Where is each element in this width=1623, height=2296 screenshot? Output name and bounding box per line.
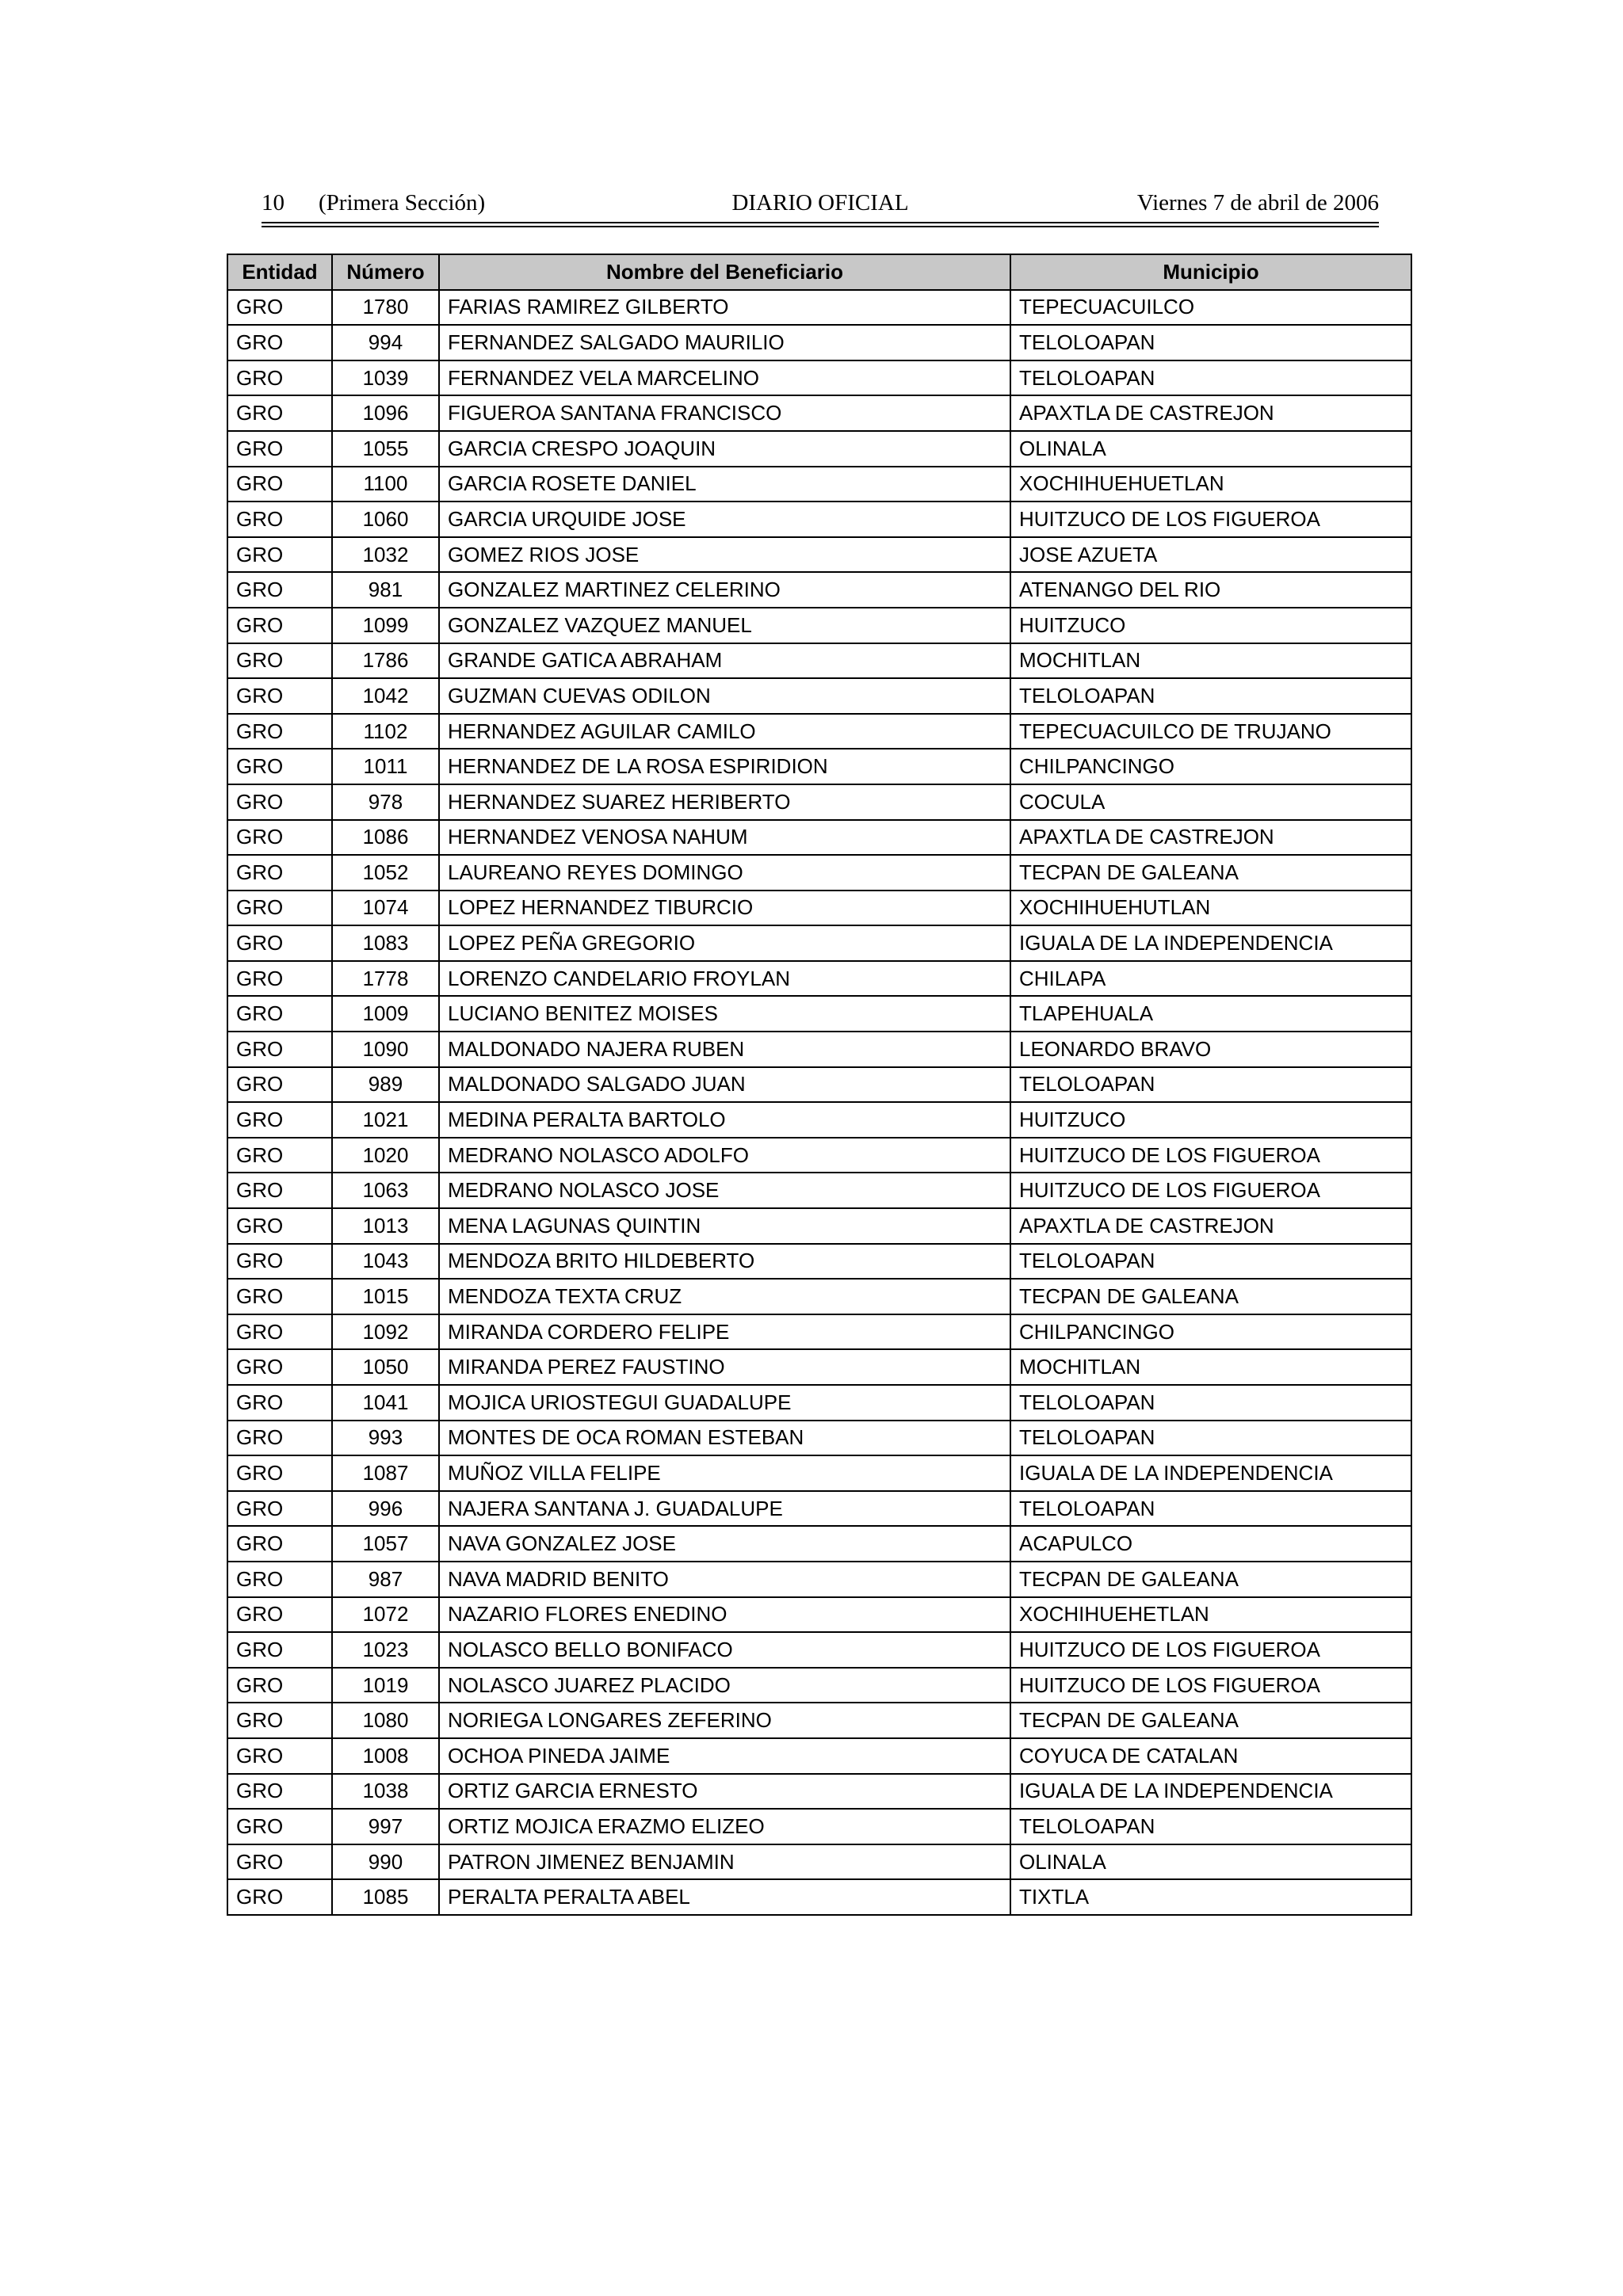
cell-nombre: GONZALEZ VAZQUEZ MANUEL <box>439 608 1010 643</box>
cell-entidad: GRO <box>227 1597 332 1633</box>
header-rule-bottom <box>262 226 1379 227</box>
table-body <box>227 290 1411 1915</box>
table-row <box>227 431 1411 467</box>
cell-entidad: GRO <box>227 961 332 997</box>
cell-numero: 1055 <box>332 431 439 467</box>
cell-numero: 993 <box>332 1421 439 1456</box>
cell-numero: 1020 <box>332 1138 439 1173</box>
cell-municipio: COCULA <box>1010 784 1411 820</box>
cell-nombre: NOLASCO BELLO BONIFACO <box>439 1632 1010 1668</box>
cell-entidad: GRO <box>227 325 332 360</box>
cell-entidad: GRO <box>227 1421 332 1456</box>
cell-numero: 1072 <box>332 1597 439 1633</box>
cell-numero: 996 <box>332 1491 439 1527</box>
cell-municipio: XOCHIHUEHUETLAN <box>1010 467 1411 502</box>
table-row <box>227 925 1411 961</box>
cell-municipio: CHILPANCINGO <box>1010 749 1411 784</box>
cell-municipio: TECPAN DE GALEANA <box>1010 855 1411 891</box>
cell-municipio: TELOLOAPAN <box>1010 1385 1411 1421</box>
cell-numero: 1780 <box>332 290 439 326</box>
cell-nombre: MOJICA URIOSTEGUI GUADALUPE <box>439 1385 1010 1421</box>
cell-entidad: GRO <box>227 608 332 643</box>
cell-nombre: NAJERA SANTANA J. GUADALUPE <box>439 1491 1010 1527</box>
cell-municipio: HUITZUCO DE LOS FIGUEROA <box>1010 1668 1411 1703</box>
cell-entidad: GRO <box>227 1032 332 1067</box>
cell-municipio: APAXTLA DE CASTREJON <box>1010 820 1411 856</box>
cell-entidad: GRO <box>227 820 332 856</box>
cell-entidad: GRO <box>227 290 332 326</box>
table-row <box>227 1279 1411 1314</box>
table-row <box>227 961 1411 997</box>
cell-numero: 1011 <box>332 749 439 784</box>
cell-numero: 1099 <box>332 608 439 643</box>
cell-municipio: IGUALA DE LA INDEPENDENCIA <box>1010 925 1411 961</box>
cell-entidad: GRO <box>227 1279 332 1314</box>
cell-entidad: GRO <box>227 996 332 1032</box>
cell-municipio: TEPECUACUILCO <box>1010 290 1411 326</box>
cell-municipio: HUITZUCO DE LOS FIGUEROA <box>1010 502 1411 537</box>
column-header-municipio: Municipio <box>1010 254 1411 290</box>
cell-nombre: FARIAS RAMIREZ GILBERTO <box>439 290 1010 326</box>
table-row <box>227 820 1411 856</box>
cell-entidad: GRO <box>227 891 332 926</box>
cell-municipio: HUITZUCO <box>1010 1102 1411 1138</box>
publication-date: Viernes 7 de abril de 2006 <box>1136 190 1379 215</box>
table-row <box>227 1491 1411 1527</box>
cell-nombre: PATRON JIMENEZ BENJAMIN <box>439 1844 1010 1880</box>
cell-municipio: TELOLOAPAN <box>1010 325 1411 360</box>
cell-municipio: ACAPULCO <box>1010 1526 1411 1562</box>
cell-municipio: TECPAN DE GALEANA <box>1010 1279 1411 1314</box>
table-row <box>227 1879 1411 1915</box>
cell-municipio: JOSE AZUETA <box>1010 537 1411 573</box>
cell-entidad: GRO <box>227 1774 332 1810</box>
cell-nombre: ORTIZ MOJICA ERAZMO ELIZEO <box>439 1809 1010 1844</box>
cell-municipio: TELOLOAPAN <box>1010 1491 1411 1527</box>
cell-municipio: IGUALA DE LA INDEPENDENCIA <box>1010 1455 1411 1491</box>
cell-municipio: OLINALA <box>1010 431 1411 467</box>
table-row <box>227 1102 1411 1138</box>
cell-municipio: TEPECUACUILCO DE TRUJANO <box>1010 714 1411 749</box>
table-row <box>227 360 1411 396</box>
table-row <box>227 1844 1411 1880</box>
table-row <box>227 608 1411 643</box>
cell-numero: 1008 <box>332 1738 439 1774</box>
cell-municipio: CHILPANCINGO <box>1010 1314 1411 1350</box>
cell-nombre: LOPEZ PEÑA GREGORIO <box>439 925 1010 961</box>
cell-nombre: MIRANDA PEREZ FAUSTINO <box>439 1349 1010 1385</box>
cell-numero: 1060 <box>332 502 439 537</box>
cell-entidad: GRO <box>227 1349 332 1385</box>
cell-numero: 1080 <box>332 1703 439 1738</box>
table-row <box>227 1597 1411 1633</box>
cell-nombre: MEDINA PERALTA BARTOLO <box>439 1102 1010 1138</box>
cell-numero: 1019 <box>332 1668 439 1703</box>
cell-municipio: CHILAPA <box>1010 961 1411 997</box>
table-row <box>227 1244 1411 1280</box>
cell-entidad: GRO <box>227 1455 332 1491</box>
cell-entidad: GRO <box>227 572 332 608</box>
cell-nombre: MEDRANO NOLASCO ADOLFO <box>439 1138 1010 1173</box>
cell-entidad: GRO <box>227 1526 332 1562</box>
cell-numero: 1092 <box>332 1314 439 1350</box>
cell-numero: 1087 <box>332 1455 439 1491</box>
cell-numero: 1052 <box>332 855 439 891</box>
cell-entidad: GRO <box>227 431 332 467</box>
column-header-nombre: Nombre del Beneficiario <box>439 254 1010 290</box>
cell-nombre: FERNANDEZ SALGADO MAURILIO <box>439 325 1010 360</box>
cell-municipio: HUITZUCO DE LOS FIGUEROA <box>1010 1632 1411 1668</box>
cell-nombre: GARCIA ROSETE DANIEL <box>439 467 1010 502</box>
cell-municipio: HUITZUCO DE LOS FIGUEROA <box>1010 1138 1411 1173</box>
cell-entidad: GRO <box>227 537 332 573</box>
cell-numero: 1050 <box>332 1349 439 1385</box>
cell-municipio: HUITZUCO <box>1010 608 1411 643</box>
cell-numero: 990 <box>332 1844 439 1880</box>
table-row <box>227 467 1411 502</box>
cell-numero: 1043 <box>332 1244 439 1280</box>
cell-municipio: OLINALA <box>1010 1844 1411 1880</box>
cell-municipio: COYUCA DE CATALAN <box>1010 1738 1411 1774</box>
cell-entidad: GRO <box>227 1562 332 1597</box>
cell-entidad: GRO <box>227 925 332 961</box>
cell-entidad: GRO <box>227 678 332 714</box>
beneficiaries-table <box>227 254 1412 1916</box>
cell-entidad: GRO <box>227 643 332 679</box>
cell-municipio: TECPAN DE GALEANA <box>1010 1562 1411 1597</box>
cell-numero: 981 <box>332 572 439 608</box>
cell-entidad: GRO <box>227 855 332 891</box>
table-row <box>227 1455 1411 1491</box>
table-row <box>227 1067 1411 1103</box>
cell-entidad: GRO <box>227 1668 332 1703</box>
cell-nombre: GUZMAN CUEVAS ODILON <box>439 678 1010 714</box>
table-row <box>227 855 1411 891</box>
cell-nombre: NAVA MADRID BENITO <box>439 1562 1010 1597</box>
cell-entidad: GRO <box>227 1385 332 1421</box>
cell-numero: 1023 <box>332 1632 439 1668</box>
table-row <box>227 1314 1411 1350</box>
cell-numero: 978 <box>332 784 439 820</box>
header-rule-top <box>262 222 1379 223</box>
cell-municipio: TECPAN DE GALEANA <box>1010 1703 1411 1738</box>
table-row <box>227 1421 1411 1456</box>
cell-entidad: GRO <box>227 1738 332 1774</box>
cell-numero: 1009 <box>332 996 439 1032</box>
cell-nombre: HERNANDEZ DE LA ROSA ESPIRIDION <box>439 749 1010 784</box>
cell-municipio: XOCHIHUEHETLAN <box>1010 1597 1411 1633</box>
cell-numero: 1021 <box>332 1102 439 1138</box>
cell-nombre: HERNANDEZ SUAREZ HERIBERTO <box>439 784 1010 820</box>
table-row <box>227 643 1411 679</box>
cell-entidad: GRO <box>227 467 332 502</box>
cell-municipio: LEONARDO BRAVO <box>1010 1032 1411 1067</box>
cell-numero: 1100 <box>332 467 439 502</box>
cell-numero: 1032 <box>332 537 439 573</box>
cell-entidad: GRO <box>227 1879 332 1915</box>
column-header-entidad: Entidad <box>227 254 332 290</box>
cell-entidad: GRO <box>227 1809 332 1844</box>
cell-numero: 994 <box>332 325 439 360</box>
cell-entidad: GRO <box>227 1703 332 1738</box>
cell-municipio: TELOLOAPAN <box>1010 1244 1411 1280</box>
cell-numero: 1786 <box>332 643 439 679</box>
cell-nombre: MENDOZA BRITO HILDEBERTO <box>439 1244 1010 1280</box>
cell-numero: 1096 <box>332 395 439 431</box>
table-row <box>227 784 1411 820</box>
cell-nombre: GRANDE GATICA ABRAHAM <box>439 643 1010 679</box>
table-row <box>227 678 1411 714</box>
cell-nombre: NAZARIO FLORES ENEDINO <box>439 1597 1010 1633</box>
cell-nombre: GONZALEZ MARTINEZ CELERINO <box>439 572 1010 608</box>
cell-municipio: TELOLOAPAN <box>1010 678 1411 714</box>
cell-numero: 1015 <box>332 1279 439 1314</box>
table-row <box>227 1526 1411 1562</box>
cell-municipio: TELOLOAPAN <box>1010 1067 1411 1103</box>
cell-numero: 1038 <box>332 1774 439 1810</box>
table-row <box>227 891 1411 926</box>
cell-entidad: GRO <box>227 784 332 820</box>
cell-nombre: LAUREANO REYES DOMINGO <box>439 855 1010 891</box>
table-row <box>227 1032 1411 1067</box>
cell-entidad: GRO <box>227 714 332 749</box>
cell-nombre: FERNANDEZ VELA MARCELINO <box>439 360 1010 396</box>
table-header-row <box>227 254 1411 290</box>
cell-nombre: NOLASCO JUAREZ PLACIDO <box>439 1668 1010 1703</box>
table-row <box>227 1173 1411 1208</box>
page-header <box>262 190 1379 222</box>
cell-nombre: MUÑOZ VILLA FELIPE <box>439 1455 1010 1491</box>
cell-nombre: GOMEZ RIOS JOSE <box>439 537 1010 573</box>
table-row <box>227 502 1411 537</box>
cell-nombre: OCHOA PINEDA JAIME <box>439 1738 1010 1774</box>
table-row <box>227 1562 1411 1597</box>
table-row <box>227 1138 1411 1173</box>
cell-nombre: NORIEGA LONGARES ZEFERINO <box>439 1703 1010 1738</box>
cell-numero: 1063 <box>332 1173 439 1208</box>
cell-numero: 1085 <box>332 1879 439 1915</box>
cell-numero: 1090 <box>332 1032 439 1067</box>
column-header-numero: Número <box>332 254 439 290</box>
cell-entidad: GRO <box>227 1314 332 1350</box>
cell-numero: 1057 <box>332 1526 439 1562</box>
cell-nombre: LORENZO CANDELARIO FROYLAN <box>439 961 1010 997</box>
cell-nombre: MENA LAGUNAS QUINTIN <box>439 1208 1010 1244</box>
cell-entidad: GRO <box>227 1244 332 1280</box>
table-row <box>227 1774 1411 1810</box>
table-row <box>227 1208 1411 1244</box>
cell-nombre: GARCIA CRESPO JOAQUIN <box>439 431 1010 467</box>
page-number: 10 <box>262 190 285 215</box>
table-row <box>227 1703 1411 1738</box>
cell-municipio: TIXTLA <box>1010 1879 1411 1915</box>
cell-nombre: LUCIANO BENITEZ MOISES <box>439 996 1010 1032</box>
table-row <box>227 395 1411 431</box>
table-row <box>227 1809 1411 1844</box>
cell-nombre: LOPEZ HERNANDEZ TIBURCIO <box>439 891 1010 926</box>
cell-entidad: GRO <box>227 1491 332 1527</box>
cell-entidad: GRO <box>227 502 332 537</box>
cell-municipio: MOCHITLAN <box>1010 1349 1411 1385</box>
cell-numero: 1074 <box>332 891 439 926</box>
cell-entidad: GRO <box>227 1208 332 1244</box>
cell-nombre: GARCIA URQUIDE JOSE <box>439 502 1010 537</box>
cell-nombre: PERALTA PERALTA ABEL <box>439 1879 1010 1915</box>
cell-numero: 1102 <box>332 714 439 749</box>
table-row <box>227 290 1411 326</box>
cell-municipio: IGUALA DE LA INDEPENDENCIA <box>1010 1774 1411 1810</box>
cell-nombre: FIGUEROA SANTANA FRANCISCO <box>439 395 1010 431</box>
cell-municipio: XOCHIHUEHUTLAN <box>1010 891 1411 926</box>
cell-nombre: MALDONADO NAJERA RUBEN <box>439 1032 1010 1067</box>
cell-entidad: GRO <box>227 1138 332 1173</box>
cell-entidad: GRO <box>227 749 332 784</box>
cell-nombre: ORTIZ GARCIA ERNESTO <box>439 1774 1010 1810</box>
cell-municipio: TLAPEHUALA <box>1010 996 1411 1032</box>
cell-entidad: GRO <box>227 1632 332 1668</box>
cell-nombre: MIRANDA CORDERO FELIPE <box>439 1314 1010 1350</box>
table-row <box>227 714 1411 749</box>
cell-municipio: APAXTLA DE CASTREJON <box>1010 395 1411 431</box>
table-row <box>227 996 1411 1032</box>
cell-numero: 987 <box>332 1562 439 1597</box>
cell-nombre: MALDONADO SALGADO JUAN <box>439 1067 1010 1103</box>
cell-municipio: MOCHITLAN <box>1010 643 1411 679</box>
cell-numero: 989 <box>332 1067 439 1103</box>
cell-numero: 1041 <box>332 1385 439 1421</box>
cell-entidad: GRO <box>227 1102 332 1138</box>
cell-numero: 1039 <box>332 360 439 396</box>
cell-numero: 1778 <box>332 961 439 997</box>
cell-municipio: APAXTLA DE CASTREJON <box>1010 1208 1411 1244</box>
cell-entidad: GRO <box>227 395 332 431</box>
cell-municipio: ATENANGO DEL RIO <box>1010 572 1411 608</box>
cell-entidad: GRO <box>227 360 332 396</box>
table-row <box>227 1632 1411 1668</box>
cell-numero: 1086 <box>332 820 439 856</box>
table-row <box>227 1349 1411 1385</box>
table-row <box>227 1385 1411 1421</box>
table-row <box>227 1738 1411 1774</box>
cell-nombre: HERNANDEZ AGUILAR CAMILO <box>439 714 1010 749</box>
cell-entidad: GRO <box>227 1844 332 1880</box>
table-row <box>227 325 1411 360</box>
cell-nombre: MONTES DE OCA ROMAN ESTEBAN <box>439 1421 1010 1456</box>
cell-municipio: HUITZUCO DE LOS FIGUEROA <box>1010 1173 1411 1208</box>
cell-nombre: NAVA GONZALEZ JOSE <box>439 1526 1010 1562</box>
cell-municipio: TELOLOAPAN <box>1010 1421 1411 1456</box>
publication-title: DIARIO OFICIAL <box>731 190 909 215</box>
cell-nombre: MENDOZA TEXTA CRUZ <box>439 1279 1010 1314</box>
cell-nombre: HERNANDEZ VENOSA NAHUM <box>439 820 1010 856</box>
cell-entidad: GRO <box>227 1173 332 1208</box>
cell-numero: 1083 <box>332 925 439 961</box>
table-row <box>227 572 1411 608</box>
table-row <box>227 1668 1411 1703</box>
cell-nombre: MEDRANO NOLASCO JOSE <box>439 1173 1010 1208</box>
table-row <box>227 749 1411 784</box>
cell-numero: 1042 <box>332 678 439 714</box>
cell-numero: 1013 <box>332 1208 439 1244</box>
cell-numero: 997 <box>332 1809 439 1844</box>
cell-municipio: TELOLOAPAN <box>1010 1809 1411 1844</box>
cell-municipio: TELOLOAPAN <box>1010 360 1411 396</box>
cell-entidad: GRO <box>227 1067 332 1103</box>
section-label: (Primera Sección) <box>319 190 486 215</box>
table-row <box>227 537 1411 573</box>
